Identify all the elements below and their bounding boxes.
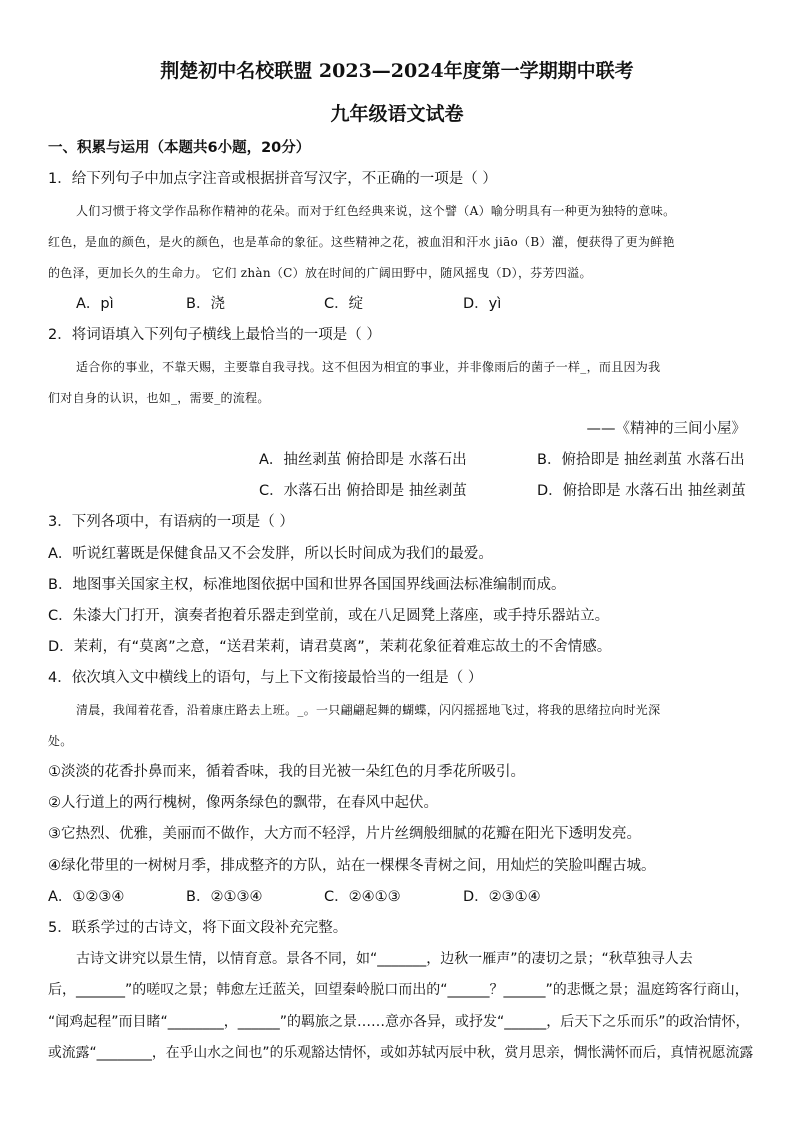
question-5-passage-line: 古诗文讲究以景生情，以情育意。景各不同，如“_______，边秋一雁声”的凄切之景；“秋草独寻人去 — [76, 951, 693, 967]
question-1-passage-line: 红色，是血的颜色，是火的颜色，也是革命的象征。这些精神之花，被血泪和汗水 jiāo（B）灌，便获得了更为鲜艳 — [48, 235, 675, 249]
question-2-option-d[interactable]: D．俯拾即是 水落石出 抽丝剥茧 — [537, 483, 746, 499]
question-4-item-3: ③它热烈、优雅，美丽而不做作，大方而不轻浮，片片丝绸般细腻的花瓣在阳光下透明发亮。 — [48, 826, 641, 842]
question-3-stem: 3．下列各项中，有语病的一项是（ ） — [48, 514, 294, 530]
question-1-stem: 1．给下列句子中加点字注音或根据拼音写汉字，不正确的一项是（ ） — [48, 171, 497, 187]
question-2-stem: 2．将词语填入下列句子横线上最恰当的一项是（ ） — [48, 327, 381, 343]
question-2-option-a[interactable]: A．抽丝剥茧 俯拾即是 水落石出 — [259, 452, 467, 468]
question-1-option-d[interactable]: D．yì — [463, 296, 502, 312]
question-2-passage-line: 们对自身的认识，也如_，需要_的流程。 — [48, 391, 270, 405]
question-2-option-b[interactable]: B．俯拾即是 抽丝剥茧 水落石出 — [537, 452, 745, 468]
question-2-source: ——《精神的三间小屋》 — [586, 421, 746, 437]
question-3-option-a[interactable]: A．听说红薯既是保健食品又不会发胖，所以长时间成为我们的最爱。 — [48, 546, 493, 562]
question-3-option-d[interactable]: D．茉莉，有“莫离”之意，“送君茉莉，请君莫离”，茉莉花象征着难忘故土的不舍情感。 — [48, 639, 612, 655]
question-1-option-c[interactable]: C．绽 — [324, 296, 364, 312]
question-5-passage-line: “闻鸡起程”而目睹“________，______”的羁旅之景……意亦各异，或抒发“______，后天下之乐而乐”的政治情怀， — [48, 1014, 750, 1030]
question-4-option-c[interactable]: C．②④①③ — [324, 889, 401, 905]
question-2-passage-line: 适合你的事业，不靠天赐，主要靠自我寻找。这不但因为相宜的事业，并非像雨后的菌子一样_，而且因为我 — [76, 360, 661, 374]
question-4-item-2: ②人行道上的两行槐树，像两条绿色的飘带，在春风中起伏。 — [48, 795, 438, 811]
question-4-stem: 4．依次填入文中横线上的语句，与上下文衔接最恰当的一组是（ ） — [48, 670, 483, 686]
question-1-passage-line: 的色泽，更加长久的生命力。 它们 zhàn（C）放在时间的广阔田野中，随风摇曳（D），芬芳四溢。 — [48, 266, 592, 280]
question-3-option-b[interactable]: B．地图事关国家主权，标准地图依据中国和世界各国国界线画法标准编制而成。 — [48, 577, 566, 593]
question-4-option-b[interactable]: B．②①③④ — [186, 889, 263, 905]
question-5-stem: 5．联系学过的古诗文，将下面文段补充完整。 — [48, 920, 348, 936]
question-4-option-a[interactable]: A．①②③④ — [48, 889, 125, 905]
question-2-option-c[interactable]: C．水落石出 俯拾即是 抽丝剥茧 — [259, 483, 467, 499]
question-4-item-1: ①淡淡的花香扑鼻而来，循着香味，我的目光被一朵红色的月季花所吸引。 — [48, 764, 525, 780]
question-4-option-d[interactable]: D．②③①④ — [463, 889, 541, 905]
question-5-passage-line: 后，_______”的嗟叹之景；韩愈左迁蓝关，回望秦岭脱口而出的“______？______”的悲慨之景；温庭筠客行商山， — [48, 982, 749, 998]
question-4-item-4: ④绿化带里的一树树月季，排成整齐的方队，站在一棵棵冬青树之间，用灿烂的笑脸叫醒古城。 — [48, 858, 656, 874]
question-1-passage-line: 人们习惯于将文学作品称作精神的花朵。而对于红色经典来说，这个譬（A）喻分明具有一种更为独特的意味。 — [76, 204, 676, 218]
exam-title: 荆楚初中名校联盟 2023—2024年度第一学期期中联考 — [160, 60, 634, 82]
question-4-passage-line: 清晨，我闻着花香，沿着康庄路去上班。_。一只翩翩起舞的蝴蝶，闪闪摇摇地飞过，将我的思绪拉向时光深 — [76, 703, 661, 717]
question-1-option-a[interactable]: A．pì — [76, 296, 114, 312]
question-4-passage-line: 处。 — [48, 734, 73, 748]
section-heading: 一、积累与运用（本题共6小题，20分） — [48, 140, 311, 156]
question-5-passage-line: 或流露“________，在乎山水之间也”的乐观豁达情怀，或如苏轼丙辰中秋，赏月思亲，惆怅满怀而后，真情祝愿流露 — [48, 1045, 754, 1061]
question-1-option-b[interactable]: B．浇 — [186, 296, 225, 312]
exam-subtitle: 九年级语文试卷 — [330, 103, 464, 125]
question-3-option-c[interactable]: C．朱漆大门打开，演奏者抱着乐器走到堂前，或在八足圆凳上落座，或手持乐器站立。 — [48, 608, 610, 624]
